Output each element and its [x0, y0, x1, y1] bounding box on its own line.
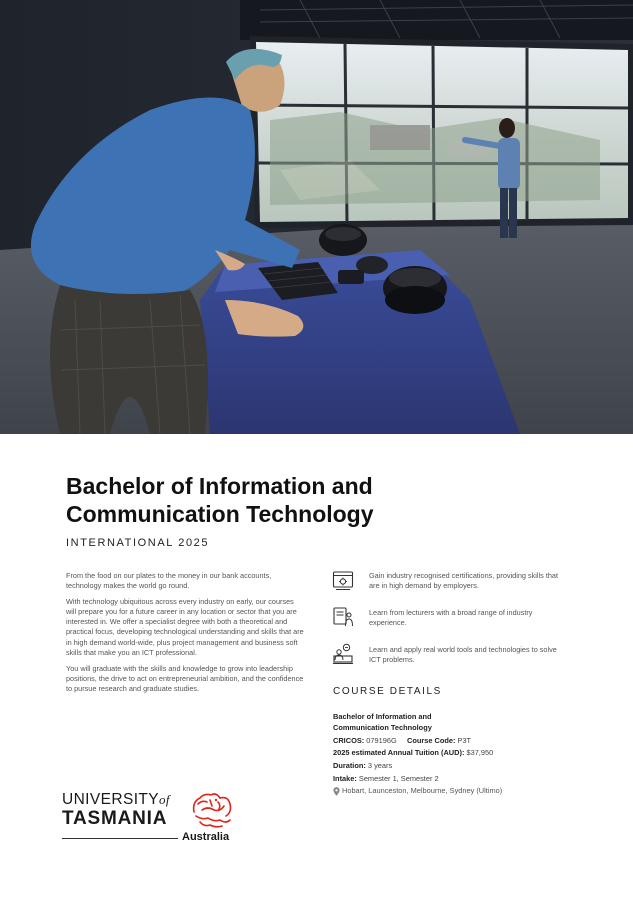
- course-details: [333, 711, 573, 798]
- tuition-row: [333, 747, 573, 760]
- feature-text: Learn and apply real world tools and technologies to solve ICT problems.: [369, 645, 557, 665]
- lion-crest-icon: [190, 790, 234, 830]
- feature-text: Gain industry recognised certifications, providing skills that are in high demand by employers.: [369, 571, 558, 591]
- logo-university-text: UNIVERSITY: [62, 791, 160, 808]
- page-subtitle: INTERNATIONAL 2025: [66, 537, 210, 549]
- person-laptop-icon: [332, 643, 354, 665]
- intake-label: Intake:: [333, 773, 357, 783]
- cricos-row: [333, 735, 573, 748]
- vr-lab-scene: [0, 0, 633, 434]
- features-list: [332, 569, 572, 680]
- logo-line-1: [62, 791, 170, 809]
- intro-paragraph: You will graduate with the skills and knowledge to grow into leadership positions, the drive to act on entrepreneurial ambition, and the confidence to pursue research and graduate studies.: [66, 663, 304, 693]
- vr-headset-1: [383, 266, 447, 314]
- hero-photo: [0, 0, 633, 434]
- cricos-label: CRICOS:: [333, 735, 365, 745]
- location-pin-icon: [333, 787, 340, 796]
- logo-tasmania-text: TASMANIA: [62, 808, 168, 829]
- university-logo: [62, 790, 242, 850]
- vr-headset-2: [319, 224, 367, 256]
- lecturer-board-icon: [332, 606, 354, 628]
- page-title: [66, 472, 486, 528]
- title-line-1: Bachelor of Information and: [66, 473, 373, 499]
- course-code-label: Course Code:: [406, 735, 456, 745]
- feature-text: Learn from lecturers with a broad range of industry experience.: [369, 608, 533, 628]
- intake-value: Semester 1, Semester 2: [358, 773, 439, 783]
- duration-row: [333, 760, 573, 773]
- duration-value: 3 years: [367, 761, 393, 770]
- locations-value: Hobart, Launceston, Melbourne, Sydney (Ultimo): [342, 786, 503, 796]
- course-name: Bachelor of Information and Communication Technology: [333, 712, 432, 733]
- feature-item: [332, 643, 572, 680]
- logo-australia-text: Australia: [182, 831, 230, 843]
- intro-text: [66, 571, 304, 700]
- intro-paragraph: With technology ubiquitous across every industry on early, our courses will prepare you for a future career in any location or sector that you are interested in. We offer a specialist degree with both a theoretical and practical focus, developing technological understanding and skills that are in high demand world-wide, plus project management and business soft skills that make you an ICT professional.: [66, 597, 304, 657]
- logo-of-text: of: [159, 792, 170, 807]
- duration-label: Duration:: [333, 761, 366, 770]
- intro-paragraph: From the food on our plates to the money in our bank accounts, technology makes the world go round.: [66, 571, 272, 591]
- locations-row: [333, 785, 573, 798]
- cricos-value: 079196G: [366, 735, 397, 745]
- course-details-heading: COURSE DETAILS: [333, 686, 442, 697]
- tuition-value: $37,950: [466, 748, 494, 758]
- certificate-gear-icon: [332, 569, 354, 591]
- course-code-value: P3T: [457, 735, 472, 745]
- title-line-2: Communication Technology: [66, 501, 374, 527]
- feature-item: [332, 606, 572, 643]
- intake-row: [333, 773, 573, 786]
- feature-item: [332, 569, 572, 606]
- tuition-label: 2025 estimated Annual Tuition (AUD):: [333, 748, 465, 758]
- logo-divider: [62, 838, 178, 839]
